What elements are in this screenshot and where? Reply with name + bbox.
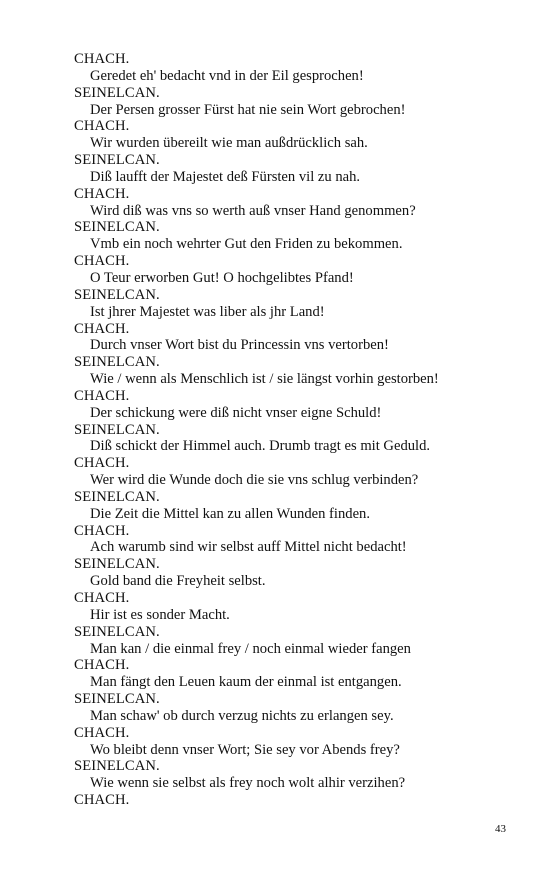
verse-line: Diß schickt der Himmel auch. Drumb tragt es mit Geduld. [90,438,431,455]
speaker-name: SEINELCAN. [74,691,160,708]
speaker-name: SEINELCAN. [74,286,160,303]
speaker-name: SEINELCAN. [74,623,160,640]
verse-line: Durch vnser Wort bist du Princessin vns vertorben! [90,337,389,354]
verse-line: Vmb ein noch wehrter Gut den Friden zu bekommen. [90,236,403,253]
verse-line: Diß laufft der Majestet deß Fürsten vil zu nah. [90,168,361,185]
verse-line: Wie wenn sie selbst als frey noch wolt alhir verzihen? [90,775,406,792]
verse-line: Wie / wenn als Menschlich ist / sie längst vorhin gestorben! [90,371,439,388]
speaker-name: CHACH. [74,590,130,606]
verse-line: Wer wird die Wunde doch die sie vns schlug verbinden? [90,472,419,489]
page-number: 43 [495,823,506,835]
verse-line: Man kan / die einmal frey / noch einmal wieder fangen [90,640,411,657]
speaker-name: CHACH. [74,792,130,809]
verse-line: Geredet eh' bedacht vnd in der Eil gesprochen! [90,67,364,84]
speaker-name: SEINELCAN. [74,152,160,169]
speaker-name: CHACH. [74,657,130,674]
dialogue-text-block [74,51,514,809]
verse-line: Man fängt den Leuen kaum der einmal ist entgangen. [90,674,402,691]
verse-line: Man schaw' ob durch verzug nichts zu erlangen sey. [90,707,394,724]
verse-line: Wird diß was vns so werth auß vnser Hand genommen? [90,202,416,219]
verse-line: Ist jhrer Majestet was liber als jhr Land! [90,303,325,320]
speaker-name: SEINELCAN. [74,354,160,371]
speaker-name: SEINELCAN. [74,488,160,505]
speaker-name: SEINELCAN. [74,219,160,236]
speaker-name: CHACH. [74,118,130,135]
verse-line: Der schickung were diß nicht vnser eigne Schuld! [90,404,382,421]
verse-line: Wo bleibt denn vnser Wort; Sie sey vor Abends frey? [90,741,400,758]
verse-line: Der Persen grosser Fürst hat nie sein Wort gebrochen! [90,101,406,118]
verse-line: Ach warumb sind wir selbst auff Mittel nicht bedacht! [90,539,407,556]
speaker-name: SEINELCAN. [74,556,160,573]
speaker-name: CHACH. [74,185,130,202]
verse-line: Hir ist es sonder Macht. [90,606,230,623]
verse-line: O Teur erworben Gut! O hochgelibtes Pfand! [90,269,354,286]
speaker-name: CHACH. [74,724,130,741]
speaker-name: CHACH. [74,522,130,539]
speaker-name: CHACH. [74,320,130,337]
speaker-name: SEINELCAN. [74,84,160,101]
speaker-name: CHACH. [74,455,130,472]
speaker-name: CHACH. [74,387,130,404]
speaker-name: SEINELCAN. [74,758,160,775]
verse-line: Gold band die Freyheit selbst. [90,573,266,590]
speaker-name: CHACH. [74,253,130,270]
verse-line: Die Zeit die Mittel kan zu allen Wunden finden. [90,505,370,522]
speaker-name: CHACH. [74,51,130,67]
verse-line: Wir wurden übereilt wie man außdrücklich sah. [90,135,368,152]
speaker-name: SEINELCAN. [74,421,160,438]
